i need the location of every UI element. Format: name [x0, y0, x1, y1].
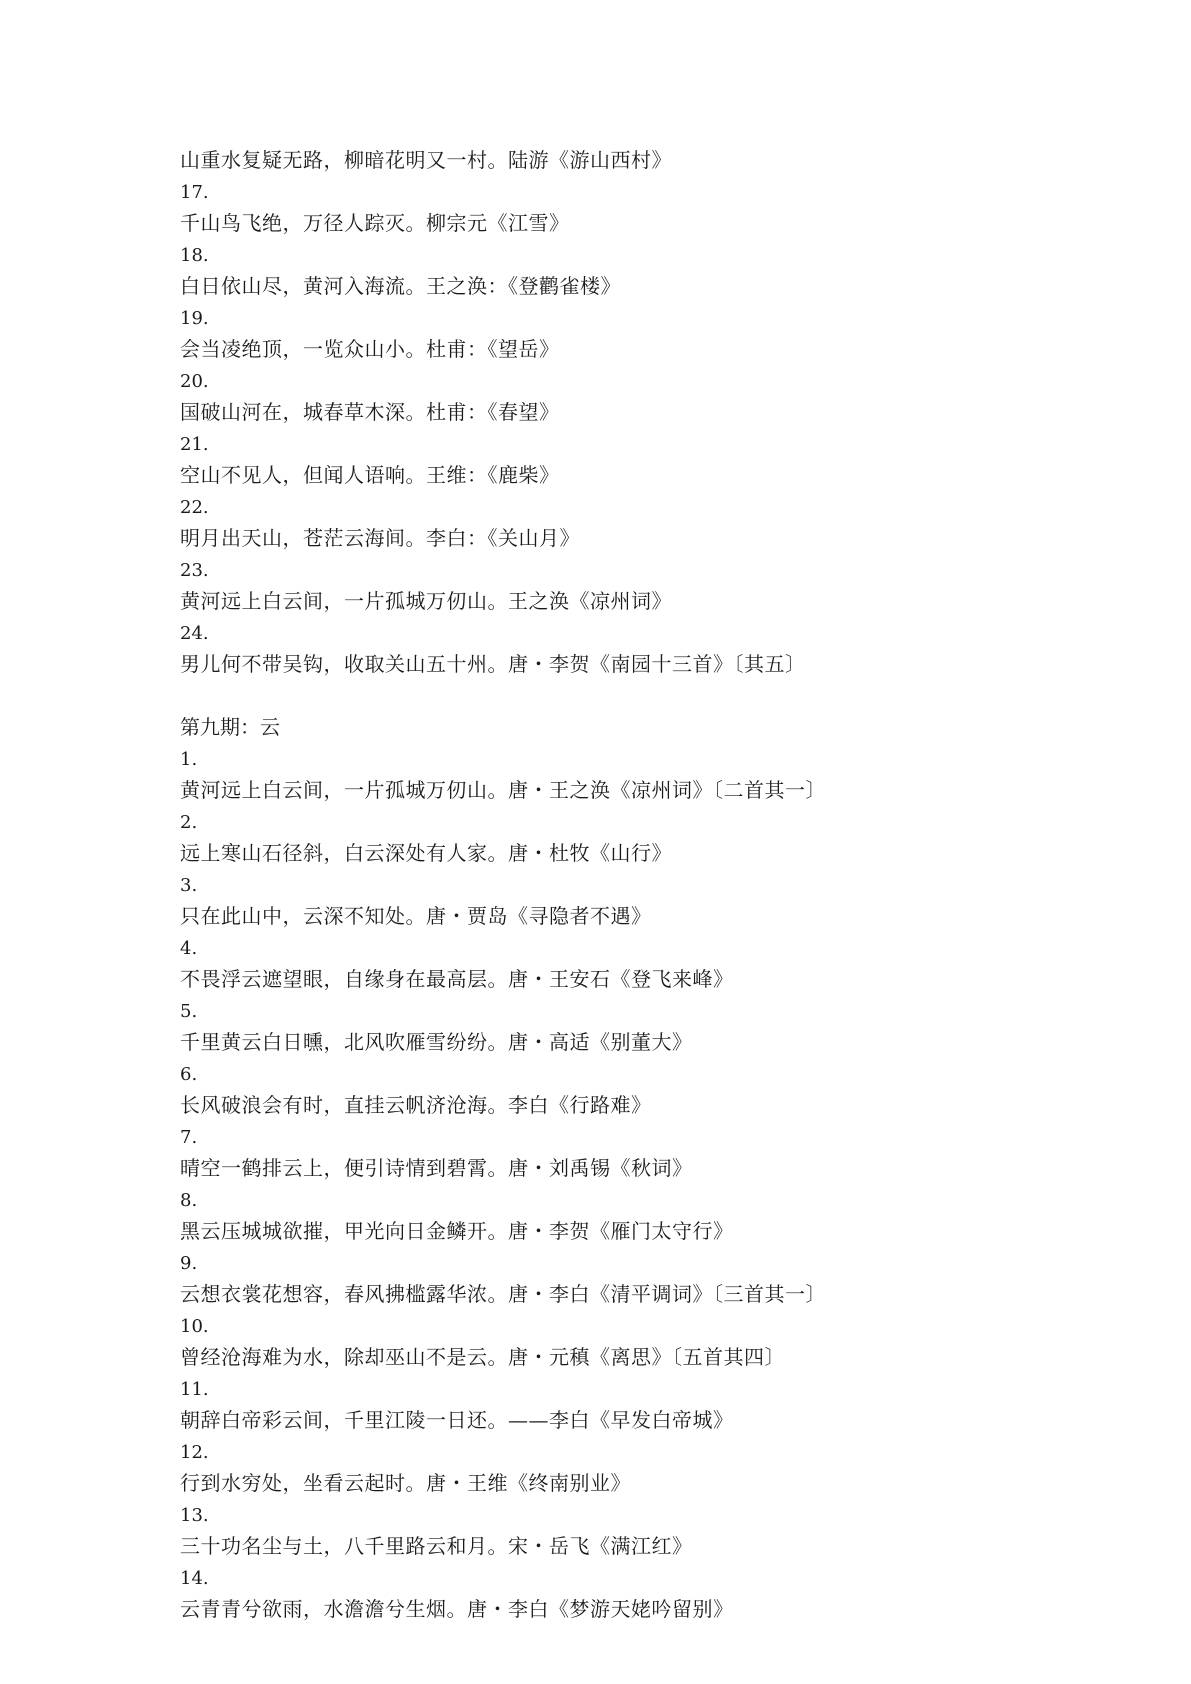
- item-number: 5.: [180, 1000, 198, 1022]
- poem-line: 明月出天山，苍茫云海间。李白：《关山月》: [180, 526, 580, 550]
- item-number: 2.: [180, 811, 198, 833]
- item-number: 17.: [180, 181, 209, 203]
- item-number: 6.: [180, 1063, 198, 1085]
- item-number: 18.: [180, 244, 209, 266]
- poem-line: 云想衣裳花想容，春风拂槛露华浓。唐・李白《清平调词》〔三首其一〕: [180, 1282, 826, 1306]
- poem-line: 不畏浮云遮望眼，自缘身在最高层。唐・王安石《登飞来峰》: [180, 967, 734, 991]
- poem-line: 白日依山尽，黄河入海流。王之涣：《登鹳雀楼》: [180, 274, 621, 298]
- item-number: 7.: [180, 1126, 198, 1148]
- poem-line: 晴空一鹤排云上，便引诗情到碧霄。唐・刘禹锡《秋词》: [180, 1156, 693, 1180]
- item-number: 23.: [180, 559, 209, 581]
- item-number: 19.: [180, 307, 209, 329]
- poem-line: 黄河远上白云间，一片孤城万仞山。王之涣《凉州词》: [180, 589, 672, 613]
- document-content: [180, 145, 1140, 1626]
- poem-line: 长风破浪会有时，直挂云帆济沧海。李白《行路难》: [180, 1093, 652, 1117]
- poem-line: 国破山河在，城春草木深。杜甫：《春望》: [180, 400, 560, 424]
- poem-line: 朝辞白帝彩云间，千里江陵一日还。——李白《早发白帝城》: [180, 1408, 734, 1432]
- poem-line: 远上寒山石径斜，白云深处有人家。唐・杜牧《山行》: [180, 841, 672, 865]
- poem-line: 三十功名尘与土，八千里路云和月。宋・岳飞《满江红》: [180, 1534, 693, 1558]
- poem-line: 山重水复疑无路，柳暗花明又一村。陆游《游山西村》: [180, 148, 672, 172]
- poem-line: 男儿何不带吴钩，收取关山五十州。唐・李贺《南园十三首》〔其五〕: [180, 652, 806, 676]
- poem-line: 空山不见人，但闻人语响。王维：《鹿柴》: [180, 463, 560, 487]
- poem-line: 云青青兮欲雨，水澹澹兮生烟。唐・李白《梦游天姥吟留别》: [180, 1597, 734, 1621]
- poem-line: 曾经沧海难为水，除却巫山不是云。唐・元稹《离思》〔五首其四〕: [180, 1345, 785, 1369]
- poem-line: 千里黄云白日曛，北风吹雁雪纷纷。唐・高适《别董大》: [180, 1030, 693, 1054]
- section-heading: 第九期：云: [180, 715, 280, 739]
- item-number: 3.: [180, 874, 198, 896]
- item-number: 4.: [180, 937, 198, 959]
- item-number: 10.: [180, 1315, 209, 1337]
- item-number: 13.: [180, 1504, 209, 1526]
- item-number: 9.: [180, 1252, 198, 1274]
- item-number: 14.: [180, 1567, 209, 1589]
- poem-line: 只在此山中，云深不知处。唐・贾岛《寻隐者不遇》: [180, 904, 652, 928]
- poem-line: 黄河远上白云间，一片孤城万仞山。唐・王之涣《凉州词》〔二首其一〕: [180, 778, 826, 802]
- item-number: 1.: [180, 748, 198, 770]
- poem-line: 黑云压城城欲摧，甲光向日金鳞开。唐・李贺《雁门太守行》: [180, 1219, 734, 1243]
- item-number: 12.: [180, 1441, 209, 1463]
- poem-line: 行到水穷处，坐看云起时。唐・王维《终南别业》: [180, 1471, 631, 1495]
- item-number: 20.: [180, 370, 209, 392]
- item-number: 22.: [180, 496, 209, 518]
- poem-line: 千山鸟飞绝，万径人踪灭。柳宗元《江雪》: [180, 211, 570, 235]
- item-number: 11.: [180, 1378, 209, 1400]
- item-number: 21.: [180, 433, 209, 455]
- poem-line: 会当凌绝顶，一览众山小。杜甫：《望岳》: [180, 337, 560, 361]
- item-number: 8.: [180, 1189, 198, 1211]
- item-number: 24.: [180, 622, 209, 644]
- section-gap: [180, 681, 1140, 713]
